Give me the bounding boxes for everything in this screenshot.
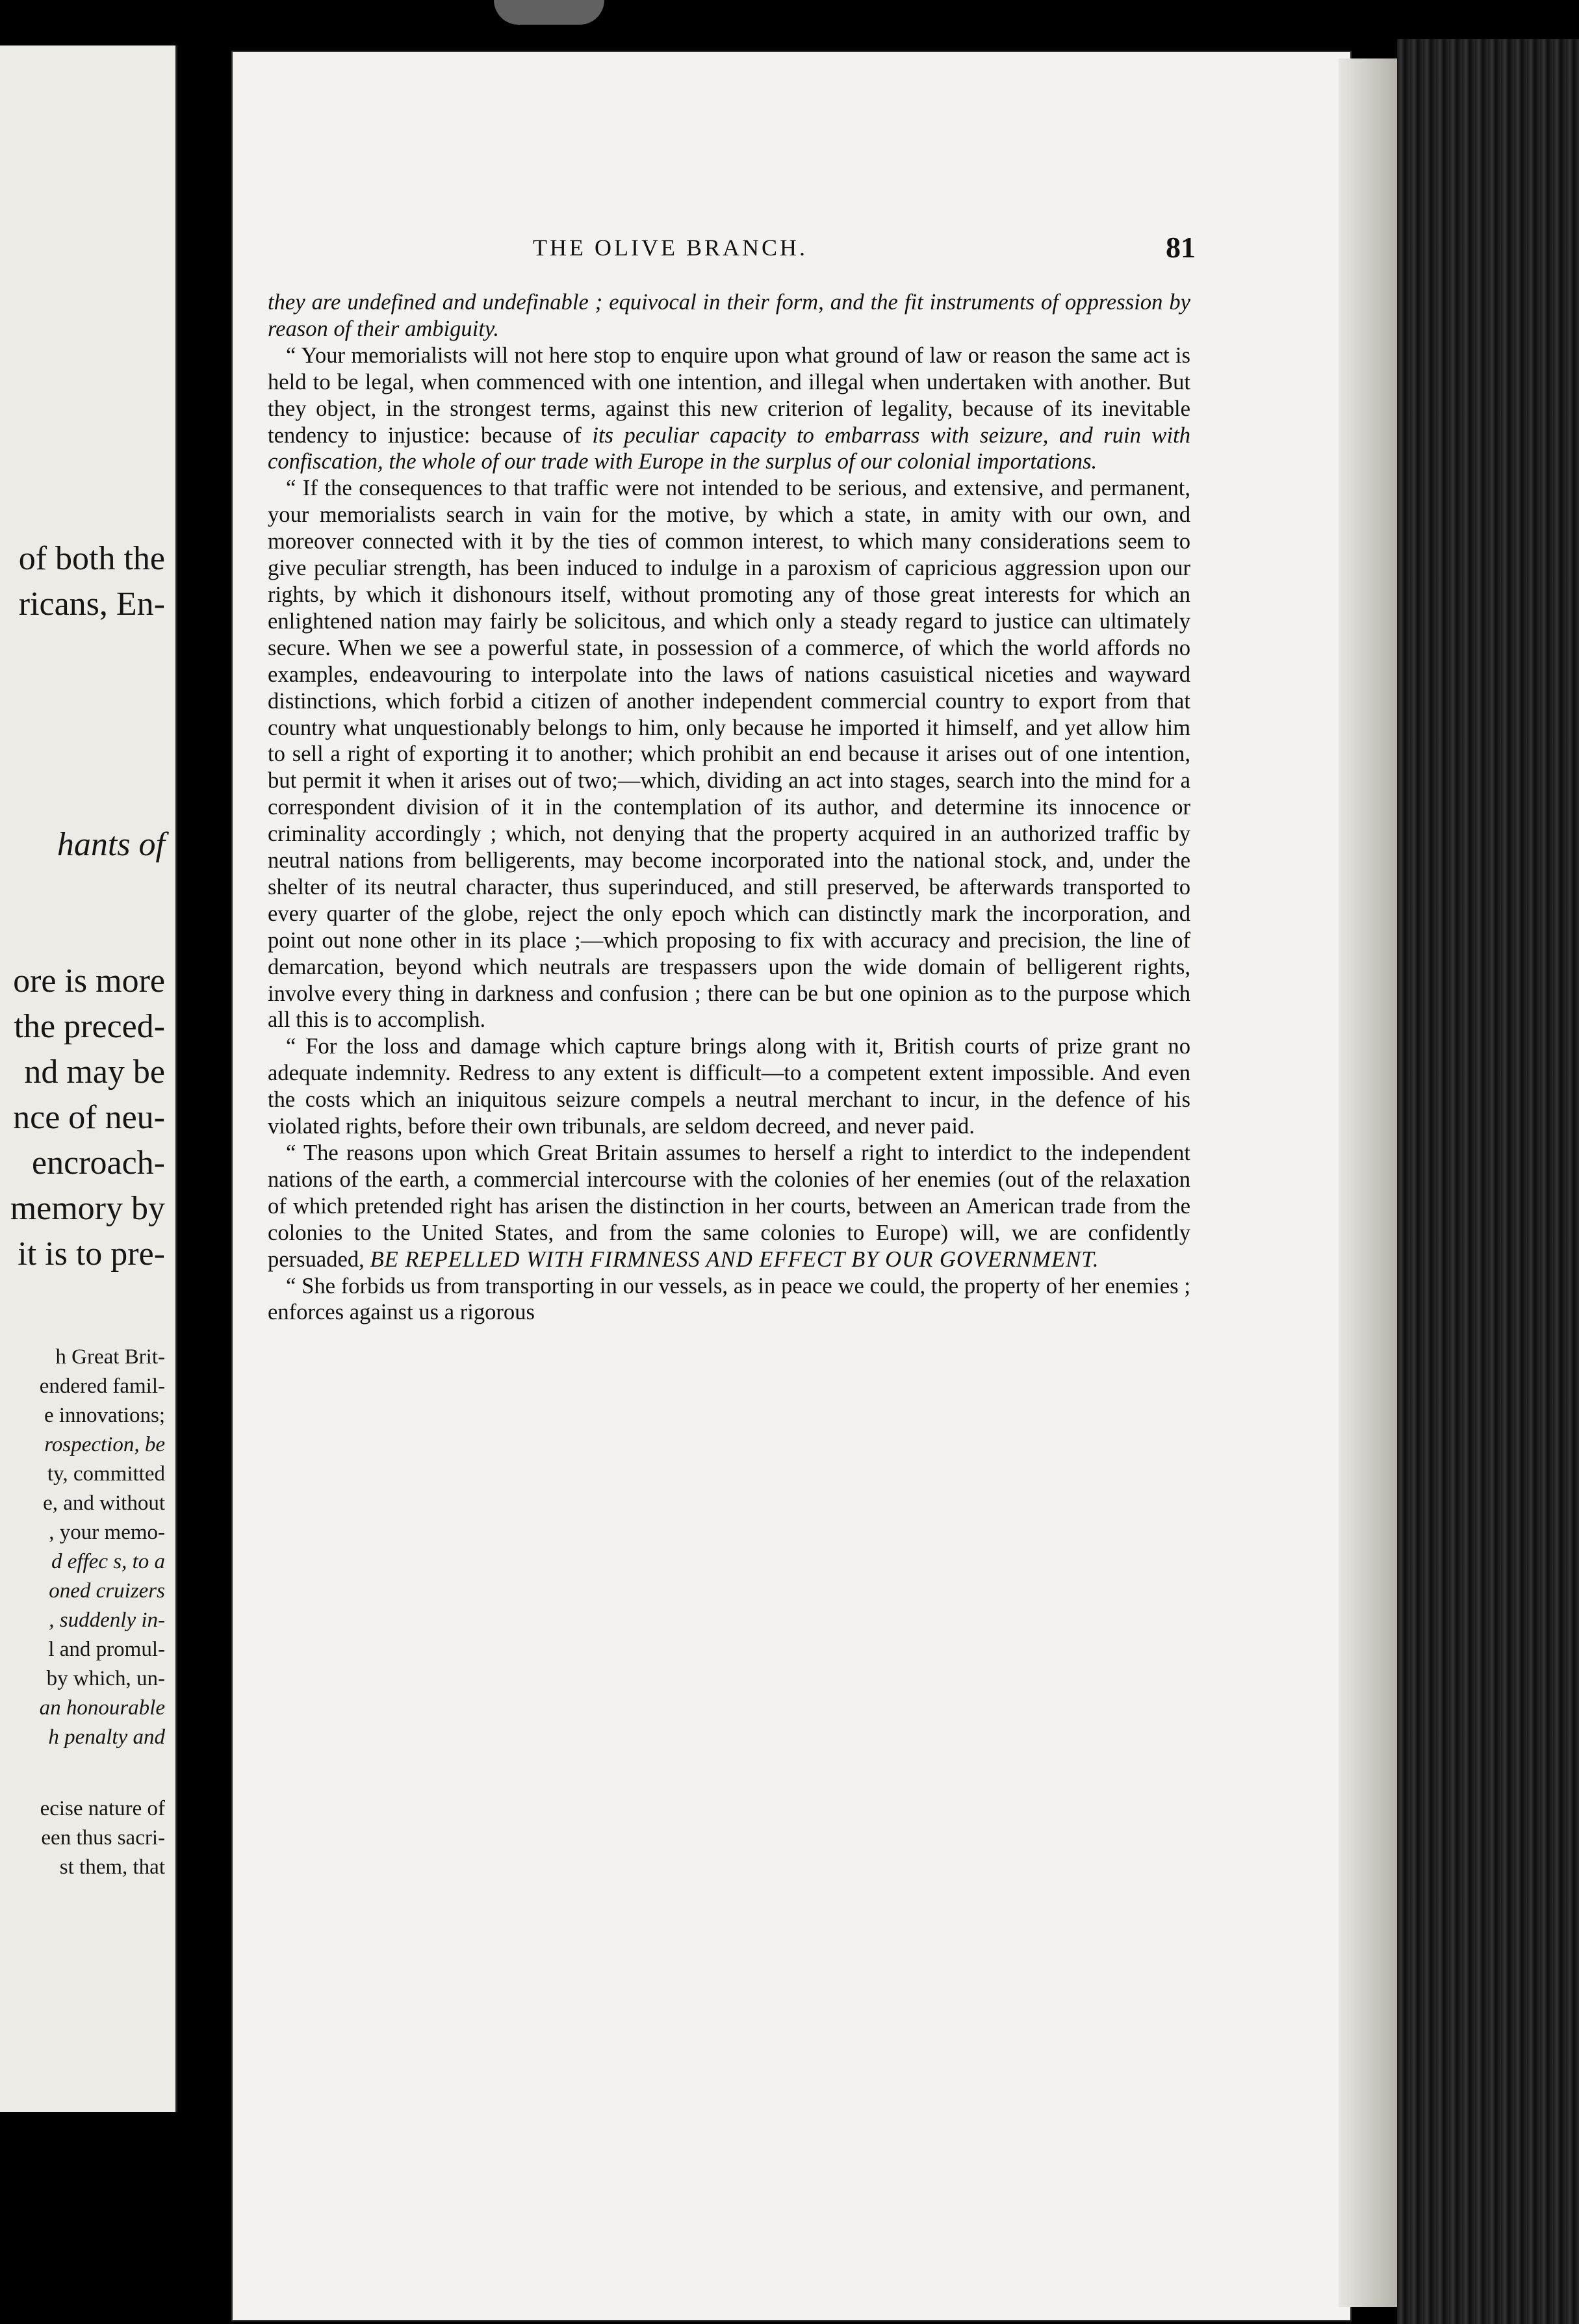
left-fragment-line: st them, that: [59, 1855, 165, 1879]
page-number: 81: [1166, 231, 1196, 264]
left-fragment-line: l and promul-: [48, 1638, 165, 1661]
left-fragment-line: , your memo-: [49, 1521, 165, 1544]
left-fragment-line: nce of neu-: [13, 1099, 165, 1136]
body-text-run: “ Your memorialists will not here stop to enquire upon what ground of law or reason the same act is held to be legal, when commenced with one intention, and illegal when undertaken with another. But they object, in the strongest terms, against this new criterion of legality, because of its inevitable tendency to injustice: because of: [268, 342, 1190, 448]
left-fragment-line: memory by: [10, 1190, 165, 1227]
left-fragment-line: d effec s, to a: [51, 1550, 165, 1573]
left-fragment-line: h penalty and: [48, 1725, 165, 1749]
left-fragment-line: hants of: [57, 826, 165, 863]
left-fragment-line: een thus sacri-: [41, 1826, 165, 1850]
body-text-run: “ For the loss and damage which capture brings along with it, British courts of prize grant no adequate indemnity. Redress to any extent is difficult—to a competent extent impossible. And even the costs which an iniquitous seizure compels a neutral merchant to incur, in the defence of his violated rights, before their own tribunals, are seldom decreed, and never paid.: [268, 1034, 1190, 1139]
left-fragment-line: it is to pre-: [18, 1235, 165, 1272]
left-fragment-line: an honourable: [39, 1696, 165, 1720]
left-facing-page-fragment: [0, 45, 177, 2112]
left-fragment-line: by which, un-: [46, 1667, 165, 1690]
left-fragment-line: endered famil-: [39, 1375, 165, 1398]
left-fragment-line: h Great Brit-: [55, 1345, 165, 1369]
page-header: [260, 231, 1196, 273]
left-fragment-line: oned cruizers: [49, 1579, 165, 1603]
paragraph: [268, 475, 1190, 1033]
left-fragment-line: ore is more: [13, 962, 165, 1000]
paragraph: [268, 289, 1190, 342]
left-fragment-line: ty, committed: [47, 1462, 165, 1486]
body-text-run: “ The reasons upon which Great Britain assumes to herself a right to interdict to the independent nations of the earth, a commercial intercourse with the colonies of her enemies (out of the relaxation of which pretended right has arisen the distinction in her courts, between an American trade from the colonies to the United States, and from the same colonies to Europe) will, we are confidently persuaded,: [268, 1141, 1190, 1272]
left-fragment-line: nd may be: [24, 1053, 165, 1091]
left-fragment-line: rospection, be: [44, 1433, 165, 1456]
left-fragment-line: ricans, En-: [18, 586, 165, 623]
book-binding: [1397, 39, 1579, 2324]
body-text-run: “ If the consequences to that traffic were not intended to be serious, and extensive, and permanent, your memorialists search in vain for the motive, by which a state, in amity with our own, and moreover connected with it by the ties of common interest, to which many considerations seem to give peculiar strength, has been induced to indulge in a paroxism of capricious aggression upon our rights, by which it dishonours itself, without promoting any of those great interests for which an enlightened nation may fairly be solicitous, and which only a steady regard to justice can ultimately secure. When we see a powerful state, in possession of a commerce, of which the world affords no examples, endeavouring to interpolate into the laws of nations casuistical niceties and wayward distinctions, which forbid a citizen of another independent commercial country to export from that country what unquestionably belongs to him, only because he imported it himself, and yet allow him to sell a right of exporting it to another; which prohibit an end because it arises out of one intention, but permit it when it arises out of two;—which, dividing an act into stages, search into the mind for a correspondent division of it in the contemplation of its author, and determine its innocence or criminality accordingly ; which, not denying that the property acquired in an authorized traffic by neutral nations from belligerents, may become incorporated into the national stock, and, under the shelter of its neutral character, thus superinduced, and still preserved, be afterwards transported to every quarter of the globe, reject the only epoch which can distinctly mark the incorporation, and point out none other in its place ;—which proposing to fix with accuracy and precision, the line of demarcation, beyond which neutrals are trespassers upon the wide domain of belligerent rights, involve every thing in darkness and confusion ; there can be but one opinion as to the purpose which all this is to accomplish.: [268, 476, 1190, 1033]
body-text-run: “ She forbids us from transporting in our vessels, as in peace we could, the property of her enemies ; enforces against us a rigorous: [268, 1273, 1190, 1325]
left-fragment-line: encroach-: [32, 1144, 165, 1181]
left-fragment-line: , suddenly in-: [49, 1608, 165, 1632]
left-fragment-line: e innovations;: [44, 1404, 165, 1427]
paragraph: [268, 1033, 1190, 1140]
top-ornament: [494, 0, 604, 25]
body-text: [268, 289, 1190, 1326]
italic-text: BE REPELLED WITH FIRMNESS AND EFFECT BY OUR GOVERNMENT.: [370, 1246, 1099, 1272]
paragraph: [268, 1273, 1190, 1326]
left-fragment-line: the preced-: [14, 1008, 165, 1045]
left-fragment-line: ecise nature of: [40, 1797, 165, 1820]
italic-text: they are undefined and undefinable ; equivocal in their form, and the fit instruments of oppression by reason of their ambiguity.: [268, 290, 1190, 341]
italic-text: its peculiar capacity to embarrass with seizure, and ruin with confiscation, the whole of our trade with Europe in the surplus of our colonial importations.: [268, 422, 1190, 474]
running-title: THE OLIVE BRANCH.: [533, 235, 808, 261]
paragraph: [268, 342, 1190, 476]
paragraph: [268, 1140, 1190, 1273]
left-fragment-line: e, and without: [43, 1491, 165, 1515]
left-fragment-line: of both the: [18, 540, 165, 577]
